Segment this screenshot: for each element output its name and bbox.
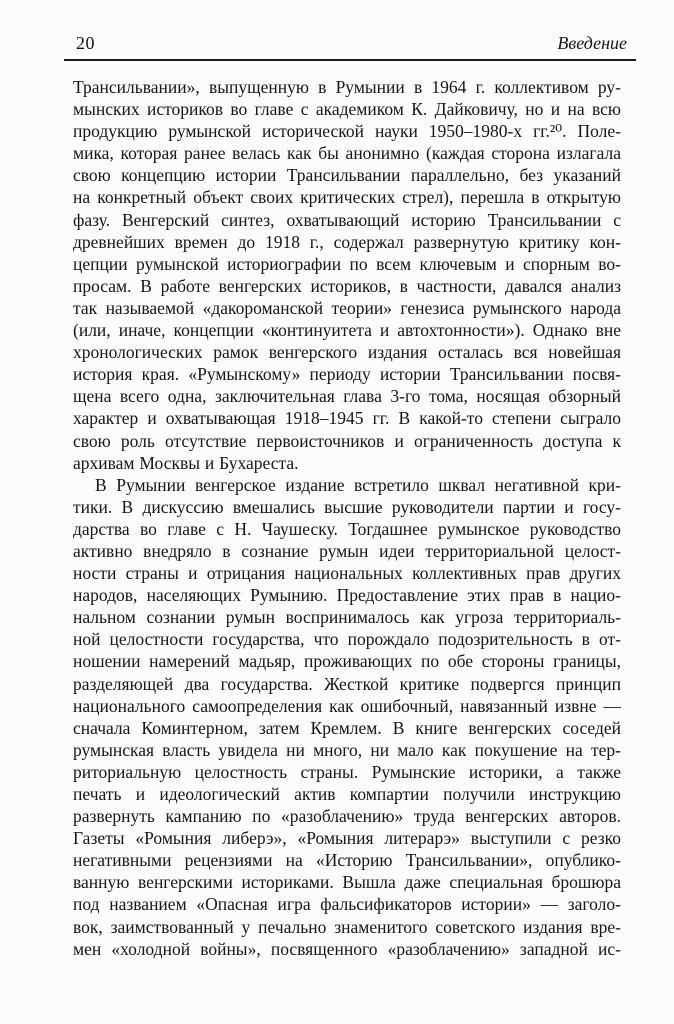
text-line: активно внедряло в сознание румын идеи территориальной целост- xyxy=(73,540,621,561)
running-head-section-title: Введение xyxy=(557,33,627,53)
text-line: печать и идеологический актив компартии получили инструкцию xyxy=(73,784,621,804)
text-line: древнейших времен до 1918 г., содержал развернутую критику кон- xyxy=(73,231,621,252)
paragraph xyxy=(73,474,621,960)
body-text xyxy=(73,61,621,960)
text-line: Трансильвании», выпущенную в Румынии в 1964 г. коллективом ру- xyxy=(73,77,621,97)
text-line: просам. В работе венгерских историков, в частности, давался анализ xyxy=(73,275,621,296)
text-line: мика, которая ранее велась как бы анонимно (каждая сторона излагала xyxy=(73,143,621,164)
text-line: под названием «Опасная игра фальсификаторов истории» — заголо- xyxy=(73,894,621,915)
text-line: тики. В дискуссию вмешались высшие руководители партии и госу- xyxy=(73,496,621,517)
text-line: народов, населяющих Румынию. Предоставление этих прав в нацио- xyxy=(73,585,621,606)
text-line: сначала Коминтерном, затем Кремлем. В книге венгерских соседей xyxy=(73,717,621,738)
text-line: фазу. Венгерский синтез, охватывающий историю Трансильвании с xyxy=(73,209,621,230)
text-line: цепции румынской историографии по всем ключевым и спорным во- xyxy=(73,253,621,274)
text-line: ванную венгерскими историками. Вышла даже специальная брошюра xyxy=(73,872,621,893)
text-line: архивам Москвы и Бухареста. xyxy=(73,452,299,473)
text-line: так называемой «дакороманской теории» генезиса румынского народа xyxy=(73,297,621,318)
text-line: риториальную целостность страны. Румынские историки, а также xyxy=(73,761,621,782)
text-line: мынских историков во главе с академиком К. Дайковичу, но и на всю xyxy=(73,99,621,120)
text-line: мен «холодной войны», посвященного «разоблачению» западной ис- xyxy=(73,938,621,959)
text-line: ношении намерений мадьяр, проживающих по обе стороны границы, xyxy=(73,651,621,672)
text-line: дарства во главе с Н. Чаушеску. Тогдашнее румынское руководство xyxy=(73,518,621,539)
text-line: (или, иначе, концепции «континуитета и автохтонности»). Однако вне xyxy=(73,320,621,341)
text-line: национального самоопределения как ошибочный, навязанный извне — xyxy=(73,695,621,716)
text-line: хронологических рамок венгерского издания осталась вся новейшая xyxy=(73,342,621,363)
page-header xyxy=(0,0,674,59)
paragraph xyxy=(73,76,621,474)
text-line: негативными рецензиями на «Историю Трансильвании», опублико- xyxy=(73,850,621,871)
text-line: нальном сознании румын воспринималось как угроза территориаль- xyxy=(73,607,621,628)
text-line: ности страны и отрицания национальных коллективных прав других xyxy=(73,563,621,584)
text-line: продукцию румынской исторической науки 1950–1980-х гг.²⁰. Поле- xyxy=(73,121,621,142)
text-line: румынская власть увидела ни много, ни мало как покушение на тер- xyxy=(73,739,621,760)
text-line: разделяющей два государства. Жесткой критике подвергся принцип xyxy=(73,673,621,694)
text-line: свою концепцию истории Трансильвании параллельно, без указаний xyxy=(73,165,621,186)
text-line: на конкретный объект своих критических стрел), перешла в открытую xyxy=(73,187,621,208)
text-line: В Румынии венгерское издание встретило шквал негативной кри- xyxy=(95,474,621,495)
text-line: щена всего одна, заключительная глава 3-го тома, носящая обзорный xyxy=(73,386,621,407)
text-line: характер и охватывающая 1918–1945 гг. В какой-то степени сыграло xyxy=(73,408,621,429)
text-line: вок, заимствованный у печально знаменитого советского издания вре- xyxy=(73,916,621,937)
text-line: Газеты «Ромыния либерэ», «Ромыния литерарэ» выступили с резко xyxy=(73,828,621,849)
text-line: ной целостности государства, что порождало подозрительность в от- xyxy=(73,629,621,650)
page-number: 20 xyxy=(76,33,95,53)
text-line: свою роль отсутствие первоисточников и ограниченность доступа к xyxy=(73,430,621,451)
text-line: история края. «Румынскому» периоду истории Трансильвании посвя- xyxy=(73,364,621,385)
text-line: развернуть кампанию по «разоблачению» труда венгерских авторов. xyxy=(73,806,621,827)
